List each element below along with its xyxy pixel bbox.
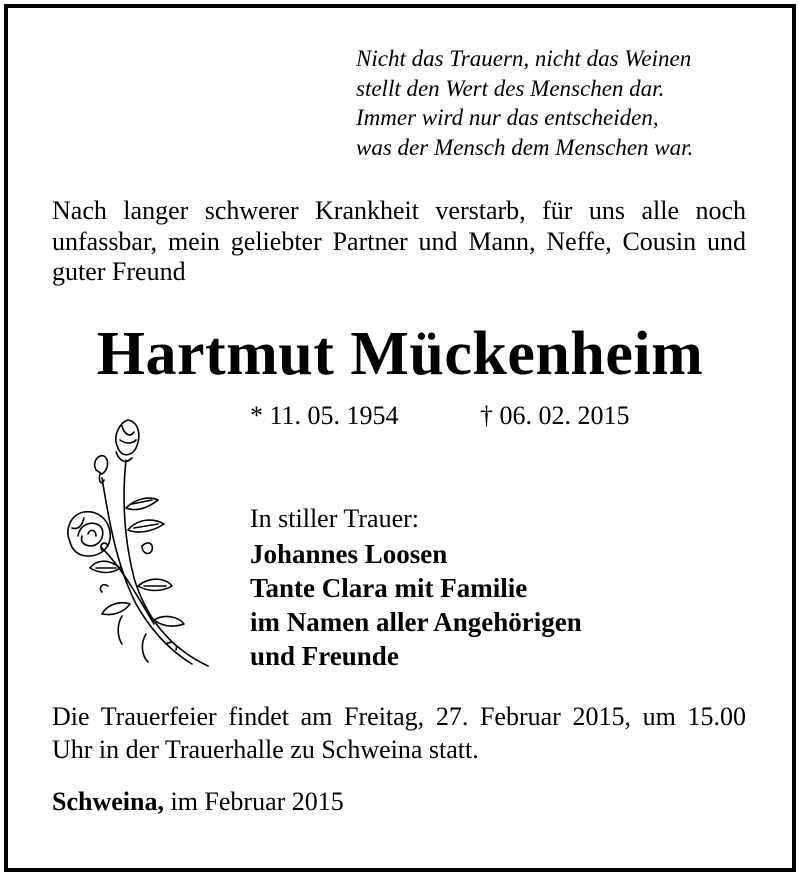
funeral-info: Die Trauerfeier findet am Freitag, 27. Februar 2015, um 15.00 Uhr in der Trauerhalle zu Schweina statt. [52,702,746,764]
death-date: † 06. 02. 2015 [480,401,630,430]
poem-line: Nicht das Trauern, nicht das Weinen [356,46,692,71]
birth-date: * 11. 05. 1954 [250,401,399,430]
intro-text: Nach langer schwerer Krankheit verstarb, für uns alle noch unfassbar, mein geliebter Partner und Mann, Neffe, Cousin und guter Freund [52,196,746,286]
poem-line: Immer wird nur das entscheiden, [356,105,659,130]
rose-flower-icon [62,418,218,670]
mourner-name: und Freunde [250,641,399,671]
mourner-name: Tante Clara mit Familie [250,573,528,603]
place-date [52,786,344,818]
poem-line: was der Mensch dem Menschen war. [356,134,694,160]
place-town: Schweina, [52,787,164,816]
deceased-name: Hartmut Mückenheim [96,320,704,388]
mourner-name: Johannes Loosen [250,539,448,569]
poem-line: stellt den Wert des Menschen dar. [356,75,665,101]
poem [356,44,776,162]
mourning-label: In stiller Trauer: [250,504,419,533]
place-date-text: im Februar 2015 [170,787,344,816]
mourner-name: im Namen aller Angehörigen [250,607,582,637]
mourners-list [250,537,582,673]
